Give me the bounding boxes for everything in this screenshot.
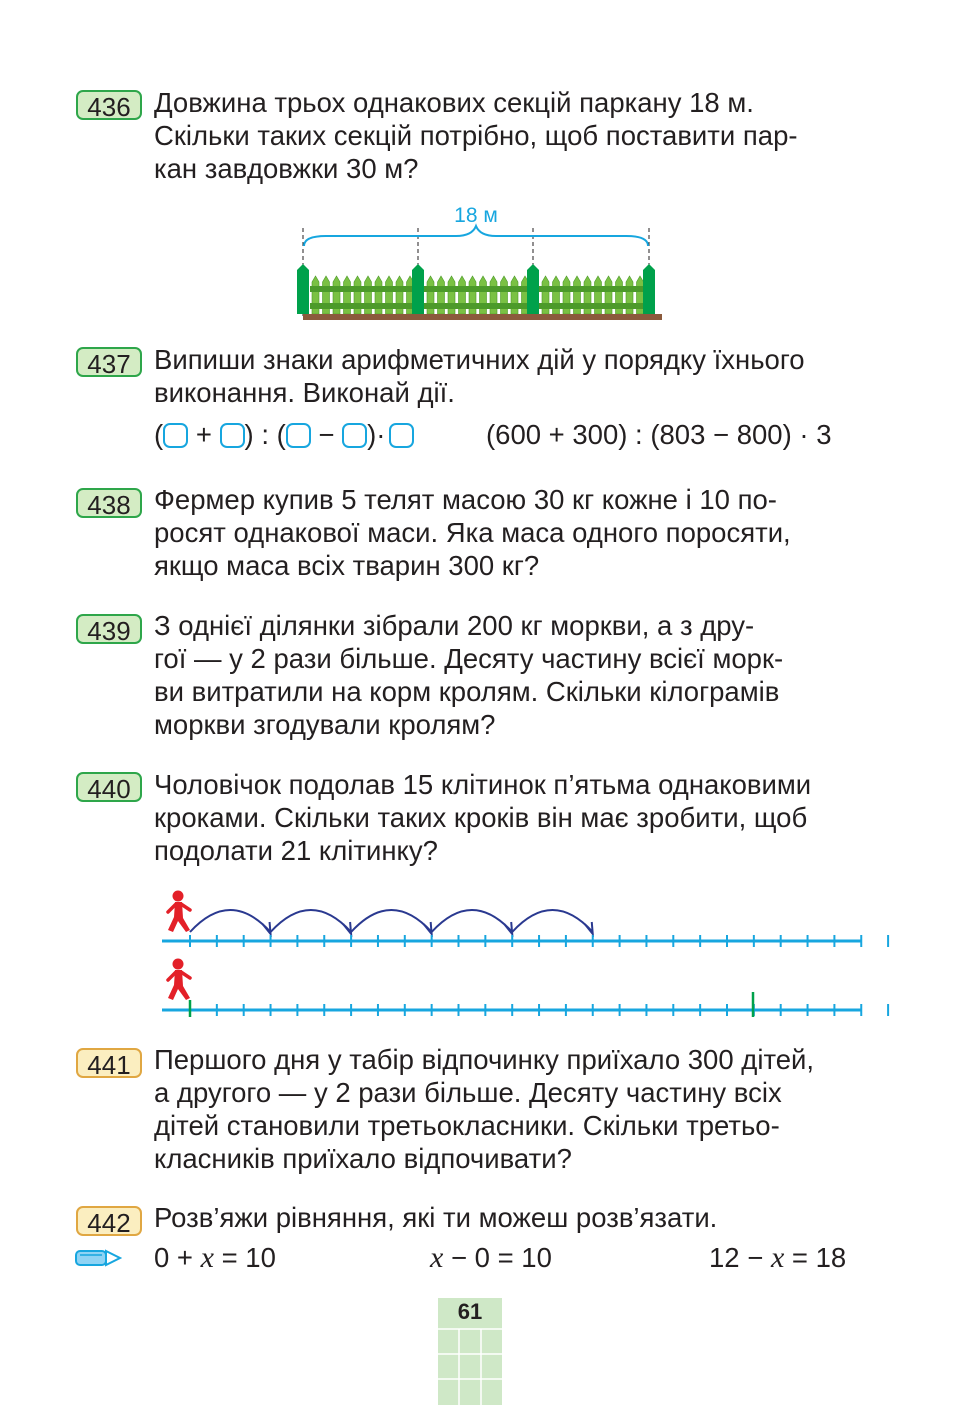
- task-number-badge: 439: [76, 614, 142, 644]
- page-number: 61: [457, 1299, 483, 1324]
- task-text: [154, 1043, 866, 1175]
- text-line: виконання. Виконай дії.: [154, 377, 455, 408]
- equation: 12 − x = 18: [709, 1241, 847, 1274]
- step-arcs: [190, 910, 593, 934]
- text-line: Першого дня у табір відпочинку приїхало 300 дітей,: [154, 1044, 815, 1075]
- text-line: Скільки таких секцій потрібно, щоб поставити пар-: [154, 120, 798, 151]
- task-number-badge: 442: [76, 1206, 142, 1236]
- text-line: Випиши знаки арифметичних дій у порядку їхнього: [154, 344, 805, 375]
- text-line: ви витратили на корм кролям. Скільки кілограмів: [154, 676, 780, 707]
- text-line: класників приїхало відпочивати?: [154, 1143, 572, 1174]
- arrow-head: [585, 922, 593, 934]
- numeric-expression: (600 + 300) : (803 − 800) · 3: [486, 419, 832, 450]
- text-line: Чоловічок подолав 15 клітинок п’ятьма однаковими: [154, 769, 812, 800]
- text-line: кан завдовжки 30 м?: [154, 153, 419, 184]
- arrow-head: [343, 922, 351, 934]
- blank-box[interactable]: [220, 423, 245, 448]
- blank-box[interactable]: [163, 423, 188, 448]
- fence-length-label: 18 м: [454, 204, 498, 227]
- text-line: росят однакової маси. Яка маса одного поросяти,: [154, 517, 791, 548]
- text-line: дітей становили третьокласники. Скільки третьо-: [154, 1110, 780, 1141]
- walker-icon: [168, 891, 190, 933]
- number-line-illustration: [0, 880, 963, 1030]
- text-line: кроками. Скільки таких кроків він має зробити, щоб: [154, 802, 808, 833]
- step-arc: [432, 910, 513, 932]
- task-text: [154, 343, 866, 409]
- text-line: гої — у 2 рази більше. Десяту частину всієї морк-: [154, 643, 784, 674]
- task-text: [154, 768, 866, 867]
- blank-expression: ( + ) : ( − )·: [154, 418, 414, 451]
- task-number-badge: 440: [76, 772, 142, 802]
- text-line: а другого — у 2 рази більше. Десяту частину всіх: [154, 1077, 782, 1108]
- fence-illustration: [296, 198, 668, 331]
- task-text: [154, 483, 866, 582]
- step-arc: [351, 910, 432, 932]
- step-arc: [190, 910, 271, 932]
- text-line: моркви згодували кролям?: [154, 709, 496, 740]
- arrow-head: [424, 922, 432, 934]
- task-text: [154, 609, 866, 741]
- equation: x − 0 = 10: [430, 1241, 552, 1274]
- text-line: Довжина трьох однакових секцій паркану 18 м.: [154, 87, 754, 118]
- text-line: подолати 21 клітинку?: [154, 835, 438, 866]
- arrow-head: [263, 922, 271, 934]
- arrow-head: [504, 922, 512, 934]
- text-line: якщо маса всіх тварин 300 кг?: [154, 550, 540, 581]
- blank-box[interactable]: [342, 423, 367, 448]
- task-number-badge: 441: [76, 1048, 142, 1078]
- blank-box[interactable]: [286, 423, 311, 448]
- task-text: [154, 86, 866, 185]
- text-line: З однієї ділянки зібрали 200 кг моркви, а з дру-: [154, 610, 755, 641]
- task-number-badge: 437: [76, 347, 142, 377]
- walker-icon: [168, 959, 190, 1001]
- step-arc: [512, 910, 593, 932]
- task-number-badge: 438: [76, 488, 142, 518]
- blank-box[interactable]: [389, 423, 414, 448]
- pencil-icon: [74, 1248, 122, 1273]
- step-arc: [271, 910, 352, 932]
- text-line: Фермер купив 5 телят масою 30 кг кожне і 10 по-: [154, 484, 777, 515]
- equation: 0 + x = 10: [154, 1241, 276, 1274]
- task-text: Розв’яжи рівняння, які ти можеш розв’язати.: [154, 1202, 718, 1233]
- task-number-badge: 436: [76, 90, 142, 120]
